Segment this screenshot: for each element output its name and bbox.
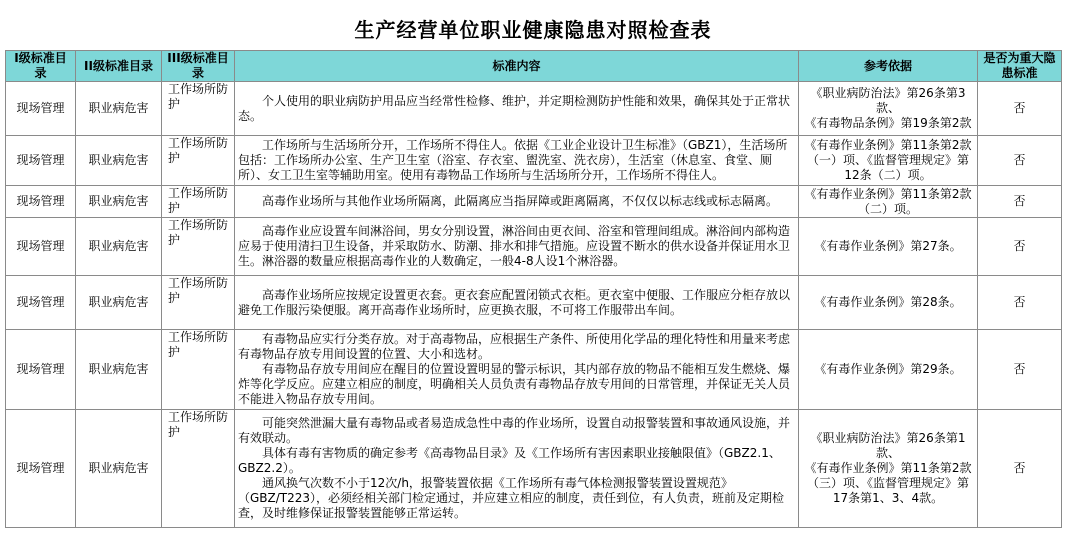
reference-line: 《有毒作业条例》第11条第2款（三）项、《监督管理规定》第17条第1、3、4款。 xyxy=(804,461,972,505)
cell-level2: 职业病危害 xyxy=(76,82,162,136)
cell-content xyxy=(235,82,799,136)
reference-line: 《有毒作业条例》第11条第2款（二）项。 xyxy=(804,186,972,216)
cell-content xyxy=(235,186,799,218)
cell-level1: 现场管理 xyxy=(6,218,76,276)
content-paragraph: 通风换气次数不小于12次/h，报警装置依据《工作场所有毒气体检测报警装置设置规范》（GBZ/T223），必须经相关部门检定通过，并应建立相应的制度，责任到位，有人负责，班前及定期检查，及时维修保证报警装置能够正常运转。 xyxy=(238,476,785,520)
cell-level2: 职业病危害 xyxy=(76,276,162,330)
cell-level2: 职业病危害 xyxy=(76,218,162,276)
cell-major: 否 xyxy=(978,82,1062,136)
cell-content xyxy=(235,330,799,410)
table-row xyxy=(6,330,1062,410)
cell-major: 否 xyxy=(978,136,1062,186)
reference-line: 《职业病防治法》第26条第1款、 xyxy=(810,431,966,460)
cell-major: 否 xyxy=(978,186,1062,218)
page-title: 生产经营单位职业健康隐患对照检查表 xyxy=(354,18,712,42)
reference-line: 《职业病防治法》第26条第3款、 xyxy=(810,86,966,115)
table-row xyxy=(6,186,1062,218)
cell-major: 否 xyxy=(978,410,1062,528)
cell-level1: 现场管理 xyxy=(6,186,76,218)
cell-major: 否 xyxy=(978,218,1062,276)
cell-level3: 工作场所防护 xyxy=(162,276,235,330)
table-row xyxy=(6,410,1062,528)
cell-level1: 现场管理 xyxy=(6,82,76,136)
header-level3: III级标准目录 xyxy=(162,51,235,82)
cell-level3: 工作场所防护 xyxy=(162,410,235,528)
content-paragraph: 具体有毒有害物质的确定参考《高毒物品目录》及《工作场所有害因素职业接触限值》（GBZ2.1、GBZ2.2）。 xyxy=(238,446,781,475)
cell-content xyxy=(235,410,799,528)
content-paragraph: 高毒作业场所应按规定设置更衣套。更衣套应配置闭锁式衣柜。更衣室中便服、工作服应分柜存放以避免工作服污染便服。离开高毒作业场所时，应更换衣服，不可将工作服带出车间。 xyxy=(238,287,791,317)
cell-reference xyxy=(799,410,978,528)
cell-level2: 职业病危害 xyxy=(76,186,162,218)
table-row xyxy=(6,136,1062,186)
content-paragraph: 个人使用的职业病防护用品应当经常性检修、维护，并定期检测防护性能和效果，确保其处于正常状态。 xyxy=(238,93,791,123)
cell-level1: 现场管理 xyxy=(6,276,76,330)
header-row xyxy=(6,51,1062,82)
table-row xyxy=(6,82,1062,136)
table-row xyxy=(6,276,1062,330)
cell-content xyxy=(235,276,799,330)
reference-line: 《有毒作业条例》第27条。 xyxy=(814,239,962,253)
cell-reference xyxy=(799,330,978,410)
header-content: 标准内容 xyxy=(235,51,799,82)
content-paragraph: 有毒物品应实行分类存放。对于高毒物品，应根据生产条件、所使用化学品的理化特性和用量来考虑有毒物品存放专用间设置的位置、大小和选材。 xyxy=(238,332,791,361)
cell-level2: 职业病危害 xyxy=(76,410,162,528)
cell-level2: 职业病危害 xyxy=(76,330,162,410)
reference-line: 《有毒作业条例》第29条。 xyxy=(814,362,962,376)
content-paragraph: 高毒作业场所与其他作业场所隔离，此隔离应当指屏障或距离隔离，不仅仅以标志线或标志隔离。 xyxy=(262,194,779,208)
cell-reference xyxy=(799,136,978,186)
content-paragraph: 高毒作业应设置车间淋浴间，男女分别设置，淋浴间由更衣间、浴室和管理间组成。淋浴间内部构造应易于使用清扫卫生设备，并采取防水、防潮、排水和排气措施。应设置不断水的供水设备并保证用水卫生。淋浴器的数量应根据高毒作业的人数确定，一般4-8人设1个淋浴器。 xyxy=(238,224,791,268)
header-level2: II级标准目录 xyxy=(76,51,162,82)
table-row xyxy=(6,218,1062,276)
cell-reference xyxy=(799,218,978,276)
cell-reference xyxy=(799,186,978,218)
content-paragraph: 工作场所与生活场所分开，工作场所不得住人。依据《工业企业设计卫生标准》（GBZ1），生活场所包括：工作场所办公室、生产卫生室（浴室、存衣室、盥洗室、洗衣房），生活室（休息室、食堂、厕所）、女工卫生室等辅助用室。使用有毒物品工作场所与生活场所分开，工作场所不得住人。 xyxy=(238,138,788,182)
reference-line: 《有毒作业条例》第28条。 xyxy=(814,295,962,309)
inspection-table xyxy=(5,50,1062,528)
cell-level3: 工作场所防护 xyxy=(162,330,235,410)
header-reference: 参考依据 xyxy=(799,51,978,82)
cell-level1: 现场管理 xyxy=(6,410,76,528)
cell-level1: 现场管理 xyxy=(6,330,76,410)
reference-line: 《有毒物品条例》第19条第2款 xyxy=(804,116,972,130)
cell-level3: 工作场所防护 xyxy=(162,218,235,276)
cell-level3: 工作场所防护 xyxy=(162,136,235,186)
cell-level1: 现场管理 xyxy=(6,136,76,186)
cell-content xyxy=(235,136,799,186)
cell-level2: 职业病危害 xyxy=(76,136,162,186)
cell-content xyxy=(235,218,799,276)
reference-line: 《有毒作业条例》第11条第2款（一）项、《监督管理规定》第12条（二）项。 xyxy=(804,138,972,182)
header-major: 是否为重大隐患标准 xyxy=(978,51,1062,82)
cell-major: 否 xyxy=(978,276,1062,330)
cell-reference xyxy=(799,82,978,136)
cell-level3: 工作场所防护 xyxy=(162,82,235,136)
content-paragraph: 可能突然泄漏大量有毒物品或者易造成急性中毒的作业场所，设置自动报警装置和事故通风设施，并有效联动。 xyxy=(238,416,791,445)
content-paragraph: 有毒物品存放专用间应在醒目的位置设置明显的警示标识，其内部存放的物品不能相互发生燃烧、爆炸等化学反应。应建立相应的制度，明确相关人员负责有毒物品存放专用间的日常管理，并保证无关人员不能进入物品存放专用间。 xyxy=(238,362,791,406)
cell-major: 否 xyxy=(978,330,1062,410)
header-level1: I级标准目录 xyxy=(6,51,76,82)
cell-level3: 工作场所防护 xyxy=(162,186,235,218)
cell-reference xyxy=(799,276,978,330)
